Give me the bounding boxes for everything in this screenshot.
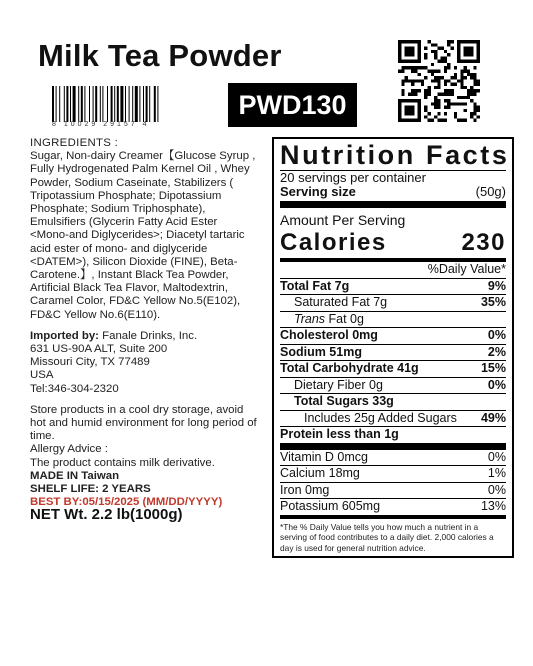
qr-code-icon <box>398 40 480 122</box>
nutrient-label: Dietary Fiber 0g <box>294 377 383 392</box>
nutrient-label-italic: Trans <box>294 311 326 326</box>
mineral-dv: 0% <box>487 449 506 464</box>
storage-instructions: Store products in a cool dry storage, avoid hot and humid environment for long period of time. <box>30 403 257 443</box>
servings-per-container: 20 servings per container <box>280 170 426 185</box>
mineral-label: Vitamin D 0mcg <box>280 449 368 464</box>
nutrition-title: Nutrition Facts <box>280 140 510 170</box>
product-title: Milk Tea Powder <box>38 38 282 73</box>
nutrient-label: Total Carbohydrate 41g <box>280 361 419 375</box>
mineral-label: Calcium 18mg <box>280 466 360 480</box>
calories-value: 230 <box>461 229 506 256</box>
nutrient-dv: 49% <box>480 410 506 425</box>
daily-value-footnote: *The % Daily Value tells you how much a nutrient in a serving of food contributes to a daily diet. 2,000 calories a day is used for general nutrition advice. <box>280 521 494 553</box>
importer-label: Imported by: <box>30 329 99 342</box>
barcode-number: 8 10029 29157 4 <box>52 121 150 128</box>
nutrient-label: Includes 25g Added Sugars <box>304 410 457 425</box>
best-by-label: BEST BY: <box>30 496 83 509</box>
nutrient-dv: 15% <box>480 361 506 375</box>
barcode-image <box>52 86 200 122</box>
origin-label: MADE IN Taiwan <box>30 469 120 482</box>
mineral-dv: 1% <box>487 466 506 480</box>
daily-value-header: %Daily Value* <box>427 262 506 276</box>
nutrient-label: Sodium 51mg <box>280 344 362 359</box>
mineral-label: Iron 0mg <box>280 482 330 497</box>
importer-phone: Tel:346-304-2320 <box>30 382 119 395</box>
best-by-date: 05/15/2025 (MM/DD/YYYY) <box>82 496 223 509</box>
allergy-heading: Allergy Advice : <box>30 443 108 456</box>
importer-name: Fanale Drinks, Inc. <box>102 329 198 342</box>
mineral-dv: 13% <box>480 499 506 513</box>
net-weight: NET Wt. 2.2 lb(1000g) <box>30 506 183 523</box>
nutrient-label: Cholesterol 0mg <box>280 328 378 342</box>
ingredients-text: Sugar, Non-dairy Creamer【Glucose Syrup , Fully Hydrogenated Palm Kernel Oil , Whey Powder, Sodium Caseinate, Stabilizers ( Tripotassium Phosphate; Dipotassium Phosphate; Sodium Triphosphate), Emulsifiers (Glycerin Fatty Acid Ester <Mono-and Diglycerides>; Diacetyl tartaric acid ester of mono- and diglyceride <DATEM>), Silicon Dioxide (FINE), Beta-Carotene.】, Instant Black Tea Powder, Artificial Black Tea Flavor, Maltodextrin, Caramel Color, FD&C Yellow No.5(E102), FD&C Yellow No.6(E110). <box>30 150 256 321</box>
nutrient-dv: 35% <box>480 295 506 309</box>
nutrient-dv: 0% <box>487 377 506 392</box>
ingredients-heading: INGREDIENTS : <box>30 137 119 149</box>
nutrient-label: Saturated Fat 7g <box>294 295 388 309</box>
nutrient-dv: 9% <box>487 278 506 293</box>
importer-address-line2: Missouri City, TX 77489 <box>30 356 150 369</box>
nutrient-label: Total Fat 7g <box>280 278 350 293</box>
calories-label: Calories <box>280 229 387 256</box>
nutrient-dv: 0% <box>487 328 506 342</box>
nutrient-label: Total Sugars 33g <box>294 394 394 408</box>
nutrition-facts-panel <box>272 137 514 558</box>
allergy-text: The product contains milk derivative. <box>30 456 215 469</box>
serving-size-value: (50g) <box>475 184 506 199</box>
serving-size-label: Serving size <box>280 184 356 199</box>
nutrient-label: Fat 0g <box>325 311 364 326</box>
amount-per-serving: Amount Per Serving <box>280 212 406 228</box>
importer-country: USA <box>30 369 54 382</box>
importer-address-line1: 631 US-90A ALT, Suite 200 <box>30 343 168 356</box>
shelf-life: SHELF LIFE: 2 YEARS <box>30 483 151 496</box>
product-code-badge: PWD130 <box>228 83 357 127</box>
nutrient-dv: 2% <box>487 344 506 359</box>
ingredients-panel <box>30 137 258 509</box>
nutrient-label: Protein less than 1g <box>280 427 399 441</box>
mineral-dv: 0% <box>487 482 506 497</box>
mineral-label: Potassium 605mg <box>280 499 381 513</box>
